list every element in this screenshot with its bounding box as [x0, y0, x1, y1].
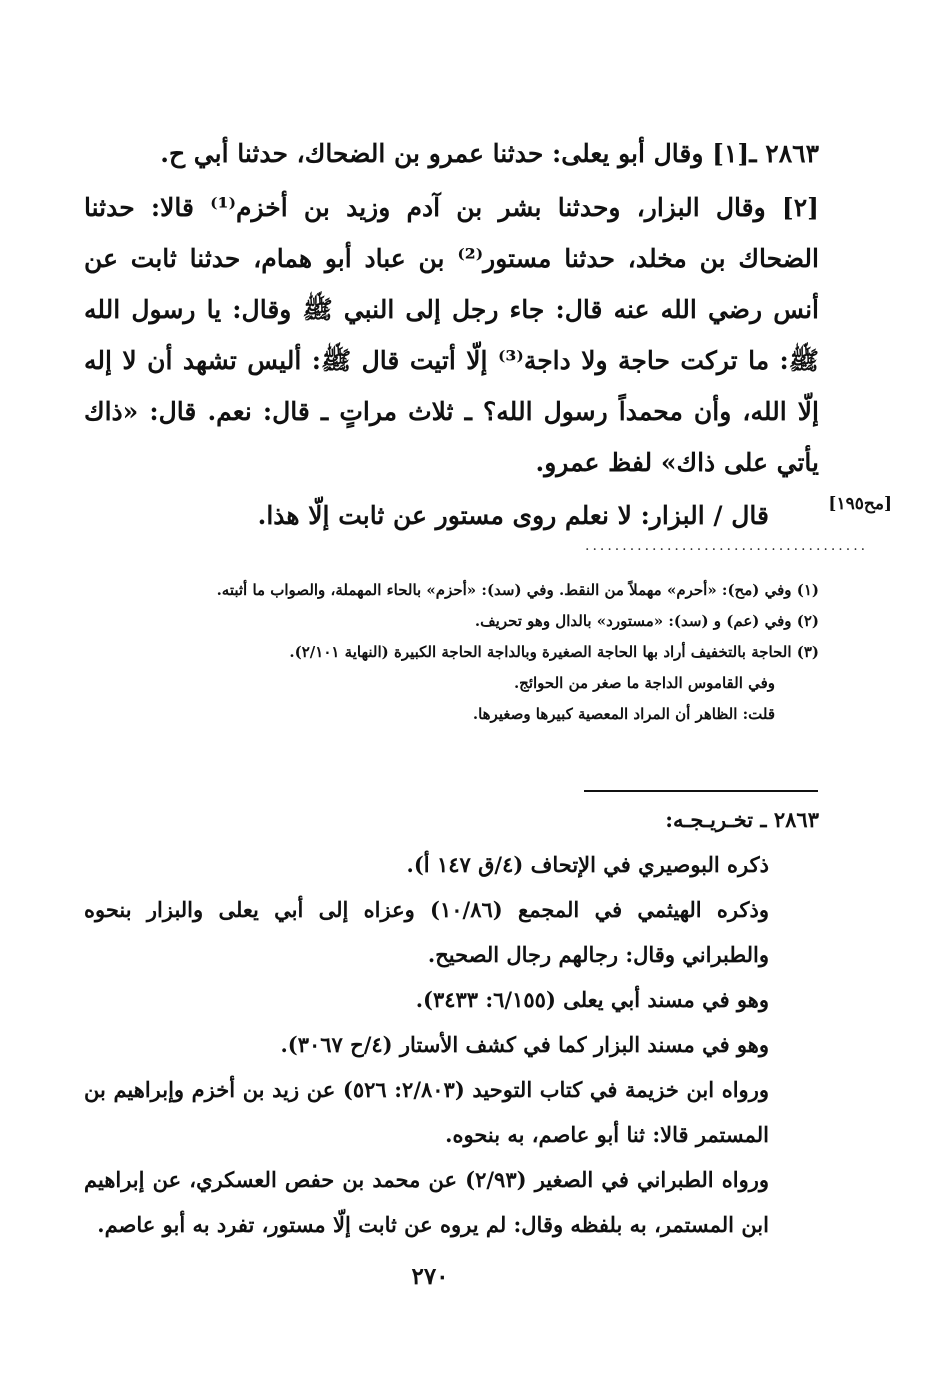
margin-reference: [مح١٩٥]: [828, 494, 892, 514]
hadith-body-text: [٢] وقال البزار، وحدثنا بشر بن آدم وزيد بن أخزم⁽¹⁾ قالا: حدثنا الضحاك بن مخلد، حدثنا مستور⁽²⁾ بن عباد أبو همام، حدثنا ثابت عن أنس رضي الله عنه قال: جاء رجل إلى النبي ﷺ وقال: يا رسول الله ﷺ: ما تركت حاجة ولا داجة⁽³⁾ إلّا أتيت قال ﷺ: أليس تشهد أن لا إله إلّا الله، وأن محمداً رسول الله؟ ـ ثلاث مراتٍ ـ قال: نعم. قال: «ذاك يأتي على ذاك» لفظ عمرو.: [84, 193, 819, 477]
footnote-separator: ......................................: [585, 538, 869, 554]
takhrij-line-3: وهو في مسند أبي يعلى (٦/١٥٥: ٣٤٣٣).: [415, 987, 769, 1012]
takhrij-section: [84, 797, 819, 1247]
hadith-header: [84, 128, 819, 179]
hadith-body: [84, 182, 819, 488]
takhrij-line-5: ورواه ابن خزيمة في كتاب التوحيد (٢/٨٠٣: ٥٢٦) عن زيد بن أخزم وإبراهيم بن المستمر قالا: ثنا أبو عاصم، به بنحوه.: [84, 1077, 769, 1147]
takhrij-line-6: ورواه الطبراني في الصغير (٢/٩٣) عن محمد بن حفص العسكري، عن إبراهيم ابن المستمر، به بلفظه وقال: لم يروه عن ثابت إلّا مستور، تفرد به أبو عاصم.: [84, 1167, 770, 1237]
footnote-2: (٢) وفي (عم) و (سد): «مستورد» بالدال وهو تحريف.: [474, 612, 819, 630]
takhrij-line-4: وهو في مسند البزار كما في كشف الأستار (٤/ح ٣٠٦٧).: [280, 1032, 769, 1057]
footnote-3-continuation: وفي القاموس الداجة ما صغر من الحوائج.: [513, 674, 775, 692]
footnote-3-note: قلت: الظاهر أن المراد المعصية كبيرها وصغيرها.: [472, 705, 775, 723]
bazzar-comment: [84, 490, 819, 541]
footnote-1: (١) وفي (مح): «أحرم» مهملاً من النقط. وفي (سد): «أحزم» بالحاء المهملة، والصواب ما أثبته.: [216, 581, 819, 599]
takhrij-line-2: وذكره الهيثمي في المجمع (١٠/٨٦) وعزاه إلى أبي يعلى والبزار بنحوه والطبراني وقال: رجالهم رجال الصحيح.: [84, 897, 770, 967]
section-divider: [584, 790, 818, 792]
page-number: ٢٧٠: [411, 1263, 449, 1290]
takhrij-heading: ٢٨٦٣ ـ تخـريـجـه:: [665, 807, 819, 832]
footnotes: [84, 575, 819, 730]
takhrij-line-1: ذكره البوصيري في الإتحاف (٤/ق ١٤٧ أ).: [406, 852, 769, 877]
hadith-header-text: ٢٨٦٣ ـ[١] وقال أبو يعلى: حدثنا عمرو بن الضحاك، حدثنا أبي ح.: [160, 139, 819, 168]
footnote-3: (٣) الحاجة بالتخفيف أراد بها الحاجة الصغيرة وبالداجة الحاجة الكبيرة (النهاية ٢/١٠١).: [289, 643, 819, 661]
bazzar-comment-text: قال / البزار: لا نعلم روى مستور عن ثابت إلّا هذا.: [257, 501, 769, 530]
